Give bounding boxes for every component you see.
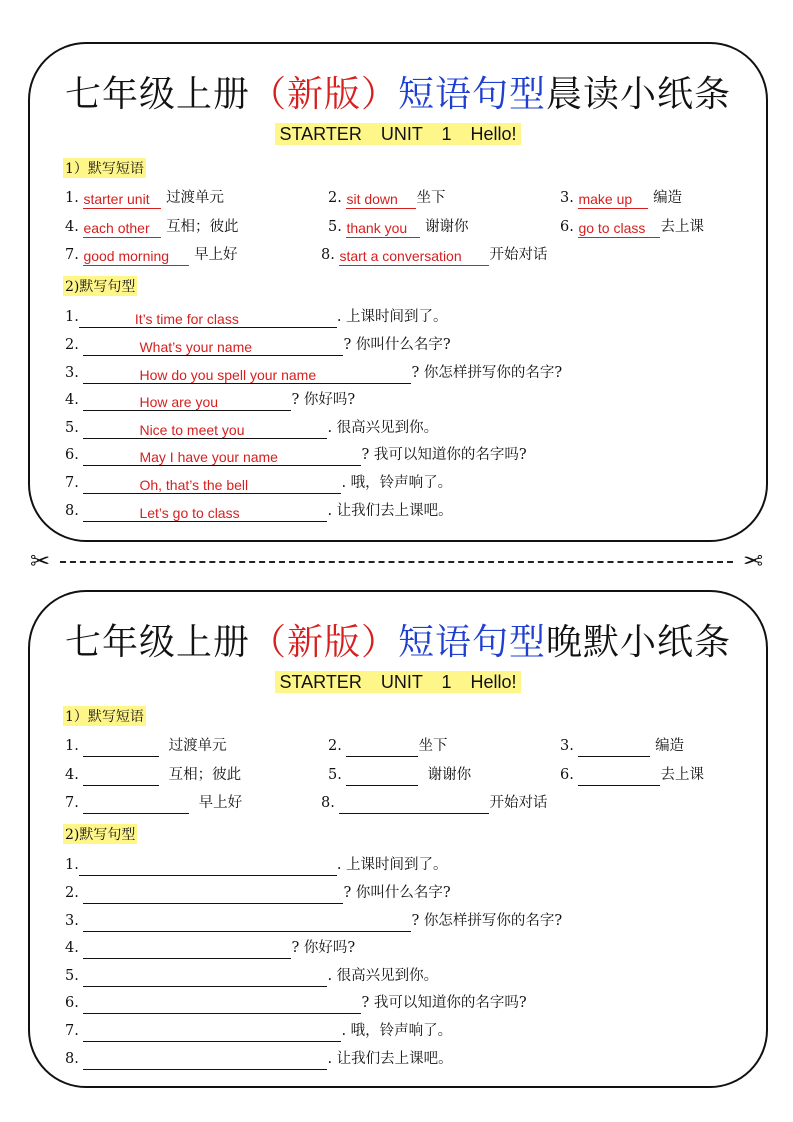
evening-sentence-3: 3. ? 你怎样拼写你的名字?	[65, 910, 562, 932]
answer-blank[interactable]	[83, 1024, 341, 1042]
answer-blank[interactable]	[83, 941, 291, 959]
answer-blank: What’s your name	[83, 338, 343, 356]
answer-blank[interactable]	[83, 996, 361, 1014]
morning-section-sentences: 2)默写句型	[63, 276, 137, 296]
answer-blank[interactable]	[346, 767, 418, 786]
evening-section-phrases: 1）默写短语	[63, 706, 146, 726]
answer-blank[interactable]	[578, 767, 660, 786]
morning-sentence-6: 6. May I have your name ? 我可以知道你的名字吗?	[65, 447, 527, 465]
evening-sentence-2: 2. ? 你叫什么名字?	[65, 882, 451, 904]
answer-blank: thank you	[346, 219, 420, 238]
answer-blank[interactable]	[578, 738, 650, 757]
morning-sentence-2: 2. What’s your name ? 你叫什么名字?	[65, 337, 451, 355]
answer-blank: How are you	[83, 393, 291, 411]
answer-blank[interactable]	[83, 914, 411, 932]
evening-phrase-4: 4. 互相；彼此	[65, 764, 241, 786]
answer-blank: sit down	[346, 190, 416, 209]
answer-blank: starter unit	[83, 190, 161, 209]
evening-sentence-5: 5. . 很高兴见到你。	[65, 965, 438, 987]
answer-blank: May I have your name	[83, 448, 361, 466]
morning-phrase-4: 4. each other 互相；彼此	[65, 219, 239, 236]
morning-sentence-7: 7. Oh, that’s the bell . 哦，铃声响了。	[65, 475, 453, 493]
morning-sentence-5: 5. Nice to meet you . 很高兴见到你。	[65, 420, 439, 438]
answer-blank: go to class	[578, 219, 660, 238]
morning-phrase-3: 3. make up 编造	[560, 190, 683, 207]
answer-blank: Oh, that’s the bell	[83, 476, 341, 494]
answer-blank: It’s time for class	[79, 310, 337, 328]
scissors-icon: ✂	[742, 547, 763, 575]
evening-sentence-6: 6. ? 我可以知道你的名字吗?	[65, 992, 527, 1014]
morning-phrase-5: 5. thank you 谢谢你	[328, 219, 469, 236]
answer-blank[interactable]	[339, 795, 489, 814]
answer-blank[interactable]	[83, 738, 159, 757]
morning-sentence-4: 4. How are you ? 你好吗?	[65, 392, 356, 410]
dashed-divider	[60, 561, 733, 563]
cut-line	[30, 547, 763, 575]
morning-section-phrases: 1）默写短语	[63, 158, 146, 178]
answer-blank: How do you spell your name	[83, 366, 411, 384]
answer-blank[interactable]	[83, 795, 189, 814]
answer-blank: Nice to meet you	[83, 421, 327, 439]
answer-blank: make up	[578, 190, 648, 209]
evening-phrase-7: 7. 早上好	[65, 792, 242, 814]
morning-phrase-8: 8. start a conversation 开始对话	[321, 247, 548, 264]
morning-card	[28, 42, 768, 542]
morning-phrase-7: 7. good morning 早上好	[65, 247, 238, 264]
answer-blank[interactable]	[83, 886, 343, 904]
answer-blank[interactable]	[83, 969, 327, 987]
answer-blank[interactable]	[346, 738, 418, 757]
morning-phrase-6: 6. go to class 去上课	[560, 219, 704, 236]
answer-blank[interactable]	[79, 858, 337, 876]
answer-blank: start a conversation	[339, 247, 489, 266]
evening-phrase-8: 8. 开始对话	[321, 792, 547, 814]
evening-phrase-2: 2. 坐下	[328, 735, 447, 757]
evening-phrase-6: 6. 去上课	[560, 764, 704, 786]
evening-card	[28, 590, 768, 1088]
evening-unit-heading: STARTER UNIT 1 Hello!	[30, 672, 766, 693]
evening-section-sentences: 2)默写句型	[63, 824, 137, 844]
evening-sentence-7: 7. . 哦，铃声响了。	[65, 1020, 452, 1042]
evening-phrase-5: 5. 谢谢你	[328, 764, 471, 786]
answer-blank: each other	[83, 219, 161, 238]
evening-title: 七年级上册（新版）短语句型晚默小纸条	[64, 622, 732, 663]
morning-phrase-1: 1. starter unit 过渡单元	[65, 190, 225, 207]
evening-sentence-1: 1. . 上课时间到了。	[65, 854, 448, 876]
morning-sentence-8: 8. Let’s go to class . 让我们去上课吧。	[65, 503, 453, 521]
morning-phrase-2: 2. sit down 坐下	[328, 190, 446, 207]
evening-sentence-4: 4. ? 你好吗?	[65, 937, 355, 959]
answer-blank[interactable]	[83, 1052, 327, 1070]
answer-blank[interactable]	[83, 767, 159, 786]
scissors-icon: ✂	[30, 547, 51, 575]
morning-sentence-3: 3. How do you spell your name ? 你怎样拼写你的名字?	[65, 365, 563, 383]
answer-blank: good morning	[83, 247, 189, 266]
morning-sentence-1: 1. It’s time for class . 上课时间到了。	[65, 309, 448, 327]
evening-phrase-1: 1. 过渡单元	[65, 735, 227, 757]
morning-title: 七年级上册（新版）短语句型晨读小纸条	[64, 74, 732, 115]
evening-phrase-3: 3. 编造	[560, 735, 684, 757]
answer-blank: Let’s go to class	[83, 504, 327, 522]
evening-sentence-8: 8. . 让我们去上课吧。	[65, 1048, 453, 1070]
morning-unit-heading: STARTER UNIT 1 Hello!	[30, 124, 766, 145]
